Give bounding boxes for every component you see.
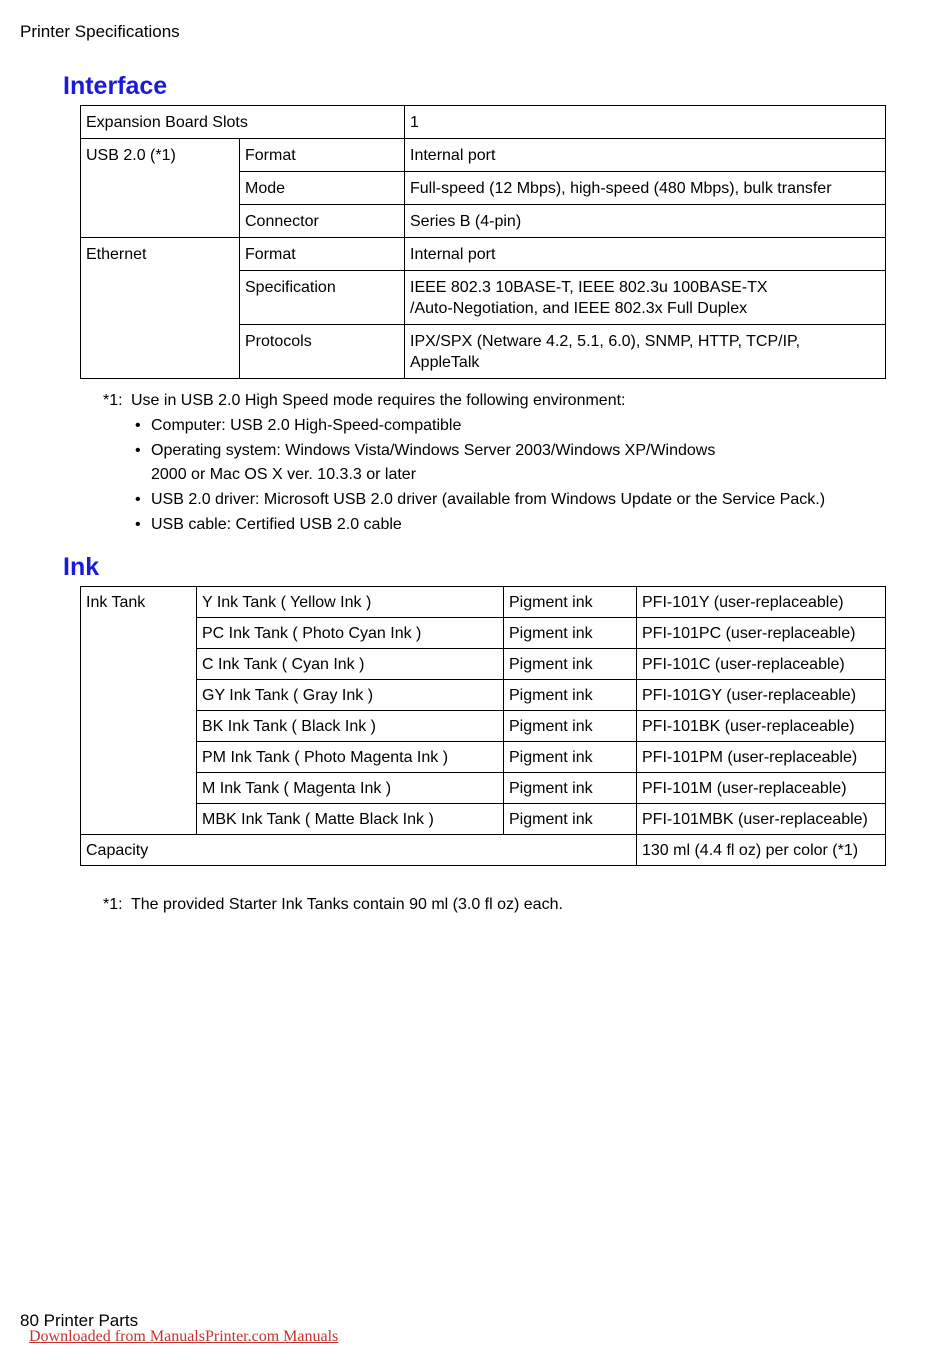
table-row — [81, 587, 886, 618]
tank-type: Pigment ink — [504, 680, 637, 711]
bullet-glyph: • — [135, 491, 141, 508]
usb-format-label: Format — [240, 139, 405, 172]
tank-name: BK Ink Tank ( Black Ink ) — [197, 711, 504, 742]
tank-name: MBK Ink Tank ( Matte Black Ink ) — [197, 804, 504, 835]
usb-label: USB 2.0 (*1) — [81, 139, 240, 238]
page-number: 80 — [20, 1311, 39, 1330]
usb-connector-label: Connector — [240, 205, 405, 238]
tank-part: PFI-101M (user-replaceable) — [637, 773, 886, 804]
ink-heading: Ink — [63, 553, 100, 581]
expansion-value: 1 — [405, 106, 886, 139]
tank-part: PFI-101MBK (user-replaceable) — [637, 804, 886, 835]
tank-part: PFI-101GY (user-replaceable) — [637, 680, 886, 711]
tank-type: Pigment ink — [504, 773, 637, 804]
table-row — [81, 742, 886, 773]
tank-part: PFI-101BK (user-replaceable) — [637, 711, 886, 742]
ethernet-format-label: Format — [240, 238, 405, 271]
tank-name: PM Ink Tank ( Photo Magenta Ink ) — [197, 742, 504, 773]
ethernet-label: Ethernet — [81, 238, 240, 379]
tank-part: PFI-101PC (user-replaceable) — [637, 618, 886, 649]
tank-type: Pigment ink — [504, 804, 637, 835]
tank-type: Pigment ink — [504, 742, 637, 773]
table-row — [81, 804, 886, 835]
ethernet-spec-value — [405, 271, 886, 325]
table-row — [81, 106, 886, 139]
usb-mode-value: Full-speed (12 Mbps), high-speed (480 Mbps), bulk transfer — [405, 172, 886, 205]
tank-name: PC Ink Tank ( Photo Cyan Ink ) — [197, 618, 504, 649]
bullet-glyph: • — [135, 417, 141, 434]
expansion-label: Expansion Board Slots — [81, 106, 405, 139]
interface-heading: Interface — [63, 72, 168, 100]
tank-name: C Ink Tank ( Cyan Ink ) — [197, 649, 504, 680]
table-row — [81, 711, 886, 742]
tank-name: Y Ink Tank ( Yellow Ink ) — [197, 587, 504, 618]
ethernet-protocols-line2: AppleTalk — [410, 354, 480, 371]
interface-table — [80, 105, 886, 379]
table-row — [81, 773, 886, 804]
tank-part: PFI-101PM (user-replaceable) — [637, 742, 886, 773]
ethernet-format-value: Internal port — [405, 238, 886, 271]
ethernet-spec-line1: IEEE 802.3 10BASE-T, IEEE 802.3u 100BASE-TX — [410, 279, 768, 296]
capacity-value: 130 ml (4.4 fl oz) per color (*1) — [637, 835, 886, 866]
tank-name: M Ink Tank ( Magenta Ink ) — [197, 773, 504, 804]
table-row — [81, 649, 886, 680]
ethernet-protocols-line1: IPX/SPX (Netware 4.2, 5.1, 6.0), SNMP, HTTP, TCP/IP, — [410, 333, 801, 350]
table-row — [81, 238, 886, 271]
tank-part: PFI-101C (user-replaceable) — [637, 649, 886, 680]
tank-type: Pigment ink — [504, 711, 637, 742]
footnote-text: Use in USB 2.0 High Speed mode requires the following environment: — [131, 392, 626, 409]
bullet-glyph: • — [135, 442, 141, 459]
footnote-mark: *1: — [103, 896, 123, 913]
tank-type: Pigment ink — [504, 649, 637, 680]
tank-name: GY Ink Tank ( Gray Ink ) — [197, 680, 504, 711]
bullet-text: 2000 or Mac OS X ver. 10.3.3 or later — [151, 466, 417, 483]
ethernet-protocols-value — [405, 325, 886, 379]
tank-type: Pigment ink — [504, 618, 637, 649]
bullet-text: Computer: USB 2.0 High-Speed-compatible — [151, 417, 462, 434]
tank-type: Pigment ink — [504, 587, 637, 618]
ethernet-protocols-label: Protocols — [240, 325, 405, 379]
bullet-text: USB cable: Certified USB 2.0 cable — [151, 516, 402, 533]
bullet-text: Operating system: Windows Vista/Windows Server 2003/Windows XP/Windows — [151, 442, 716, 459]
footnote-text: The provided Starter Ink Tanks contain 90 ml (3.0 fl oz) each. — [131, 896, 563, 913]
footnote-mark: *1: — [103, 392, 123, 409]
bullet-glyph: • — [135, 516, 141, 533]
bullet-text: USB 2.0 driver: Microsoft USB 2.0 driver (available from Windows Update or the Service Pack.) — [151, 491, 826, 508]
usb-connector-value: Series B (4-pin) — [405, 205, 886, 238]
ink-tank-label: Ink Tank — [81, 587, 197, 835]
table-row — [81, 139, 886, 172]
table-row — [81, 618, 886, 649]
capacity-label: Capacity — [81, 835, 637, 866]
usb-format-value: Internal port — [405, 139, 886, 172]
table-row — [81, 680, 886, 711]
ink-table — [80, 586, 886, 866]
tank-part: PFI-101Y (user-replaceable) — [637, 587, 886, 618]
download-watermark-link[interactable]: Downloaded from ManualsPrinter.com Manuals — [29, 1328, 339, 1345]
ethernet-spec-label: Specification — [240, 271, 405, 325]
usb-mode-label: Mode — [240, 172, 405, 205]
page-header-title: Printer Specifications — [20, 22, 180, 41]
ethernet-spec-line2: /Auto-Negotiation, and IEEE 802.3x Full Duplex — [410, 300, 748, 317]
footer-section: Printer Parts — [43, 1311, 139, 1330]
table-row — [81, 835, 886, 866]
